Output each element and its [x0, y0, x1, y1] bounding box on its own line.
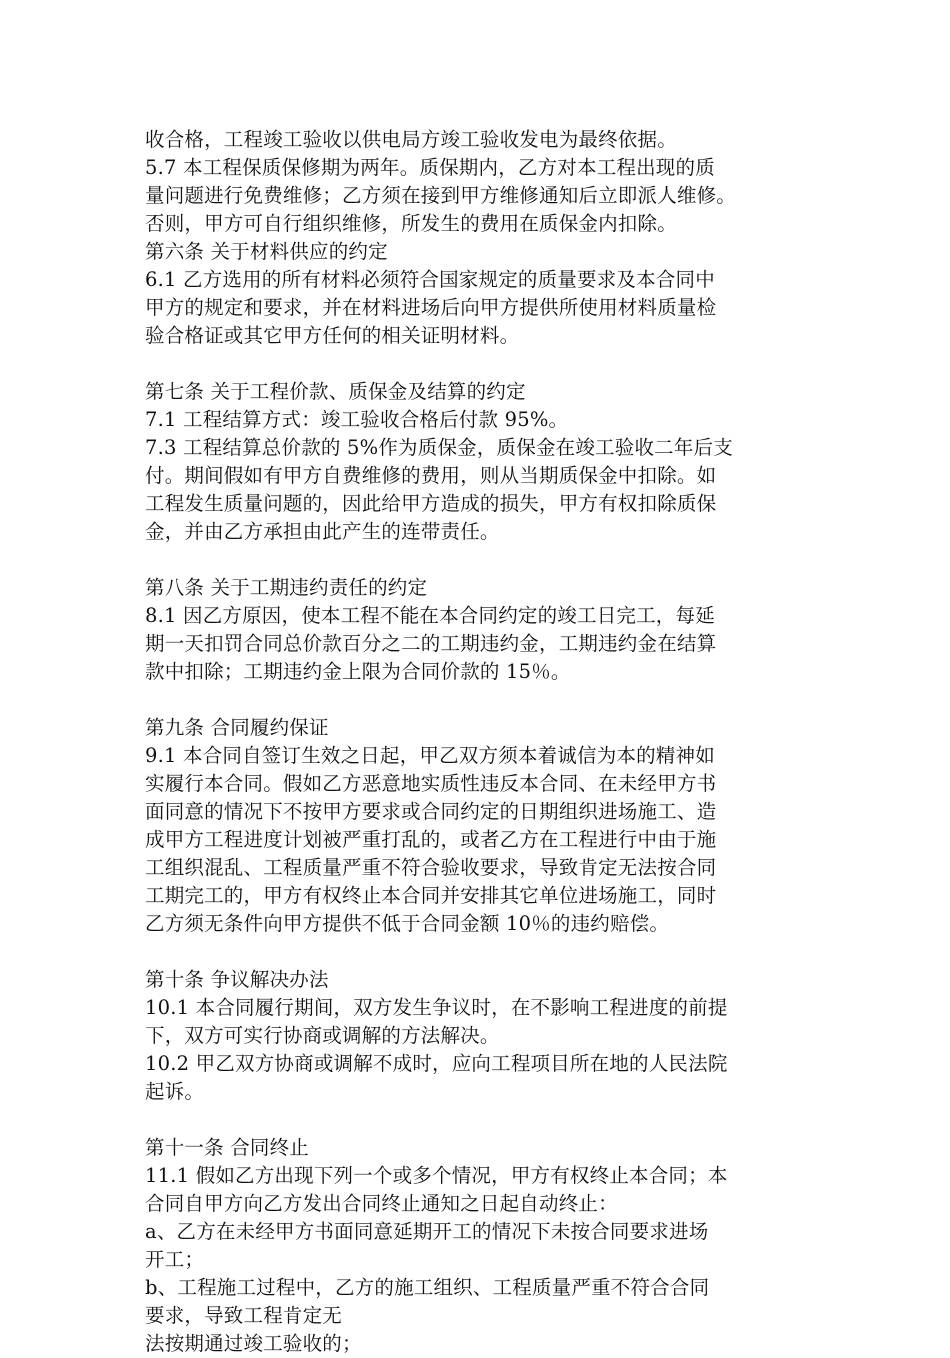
text-line: 否则，甲方可自行组织维修，所发生的费用在质保金内扣除。 — [145, 212, 677, 235]
blank-line — [145, 546, 810, 574]
text-line: b、工程施工过程中，乙方的施工组织、工程质量严重不符合合同 — [145, 1276, 710, 1299]
text-line: 5.7 本工程保质保修期为两年。质保期内，乙方对本工程出现的质 — [145, 156, 715, 179]
text-line: 工期完工的，甲方有权终止本合同并安排其它单位进场施工，同时 — [145, 884, 717, 907]
text-line: a、乙方在未经甲方书面同意延期开工的情况下未按合同要求进场 — [145, 1220, 709, 1243]
text-line: 收合格，工程竣工验收以供电局方竣工验收发电为最终依据。 — [145, 128, 677, 151]
text-line: 工程发生质量问题的，因此给甲方造成的损失，甲方有权扣除质保 — [145, 492, 717, 515]
text-line: 付。期间假如有甲方自费维修的费用，则从当期质保金中扣除。如 — [145, 464, 717, 487]
text-line: 量问题进行免费维修；乙方须在接到甲方维修通知后立即派人维修。 — [145, 184, 737, 207]
text-line: 甲方的规定和要求，并在材料进场后向甲方提供所使用材料质量检 — [145, 296, 717, 319]
text-line: 10.1 本合同履行期间，双方发生争议时，在不影响工程进度的前提 — [145, 996, 728, 1019]
text-line: 实履行本合同。假如乙方恶意地实质性违反本合同、在未经甲方书 — [145, 772, 717, 795]
text-line: 10.2 甲乙双方协商或调解不成时，应向工程项目所在地的人民法院 — [145, 1052, 728, 1075]
section-heading: 第八条 关于工期违约责任的约定 — [145, 576, 428, 599]
text-line: 期一天扣罚合同总价款百分之二的工期违约金，工期违约金在结算 — [145, 632, 717, 655]
section-heading: 第九条 合同履约保证 — [145, 716, 329, 739]
text-line: 乙方须无条件向甲方提供不低于合同金额 10％的违约赔偿。 — [145, 912, 670, 935]
blank-line — [145, 686, 810, 714]
text-line: 6.1 乙方选用的所有材料必须符合国家规定的质量要求及本合同中 — [145, 268, 715, 291]
text-line: 8.1 因乙方原因，使本工程不能在本合同约定的竣工日完工，每延 — [145, 604, 715, 627]
text-line: 起诉。 — [145, 1080, 205, 1103]
section-heading: 第六条 关于材料供应的约定 — [145, 240, 388, 263]
text-line: 下，双方可实行协商或调解的方法解决。 — [145, 1024, 500, 1047]
text-line: 7.1 工程结算方式：竣工验收合格后付款 95%。 — [145, 408, 569, 431]
section-heading: 第七条 关于工程价款、质保金及结算的约定 — [145, 380, 526, 403]
text-line: 法按期通过竣工验收的； — [145, 1332, 362, 1355]
text-line: 11.1 假如乙方出现下列一个或多个情况，甲方有权终止本合同；本 — [145, 1164, 728, 1187]
section-heading: 第十条 争议解决办法 — [145, 968, 329, 991]
blank-line — [145, 1106, 810, 1134]
text-line: 金，并由乙方承担由此产生的连带责任。 — [145, 520, 500, 543]
text-line: 成甲方工程进度计划被严重打乱的，或者乙方在工程进行中由于施 — [145, 828, 717, 851]
text-line: 7.3 工程结算总价款的 5%作为质保金，质保金在竣工验收二年后支 — [145, 436, 733, 459]
text-line: 9.1 本合同自签订生效之日起，甲乙双方须本着诚信为本的精神如 — [145, 744, 715, 767]
text-line: 要求，导致工程肯定无 — [145, 1304, 343, 1327]
text-line: 面同意的情况下不按甲方要求或合同约定的日期组织进场施工、造 — [145, 800, 717, 823]
section-heading: 第十一条 合同终止 — [145, 1136, 309, 1159]
text-line: 开工； — [145, 1248, 205, 1271]
text-line: 验合格证或其它甲方任何的相关证明材料。 — [145, 324, 520, 347]
text-line: 工组织混乱、工程质量严重不符合验收要求，导致肯定无法按合同 — [145, 856, 717, 879]
document-page — [145, 126, 810, 1358]
text-line: 合同自甲方向乙方发出合同终止通知之日起自动终止： — [145, 1192, 618, 1215]
blank-line — [145, 350, 810, 378]
blank-line — [145, 938, 810, 966]
text-line: 款中扣除；工期违约金上限为合同价款的 15％。 — [145, 660, 571, 683]
